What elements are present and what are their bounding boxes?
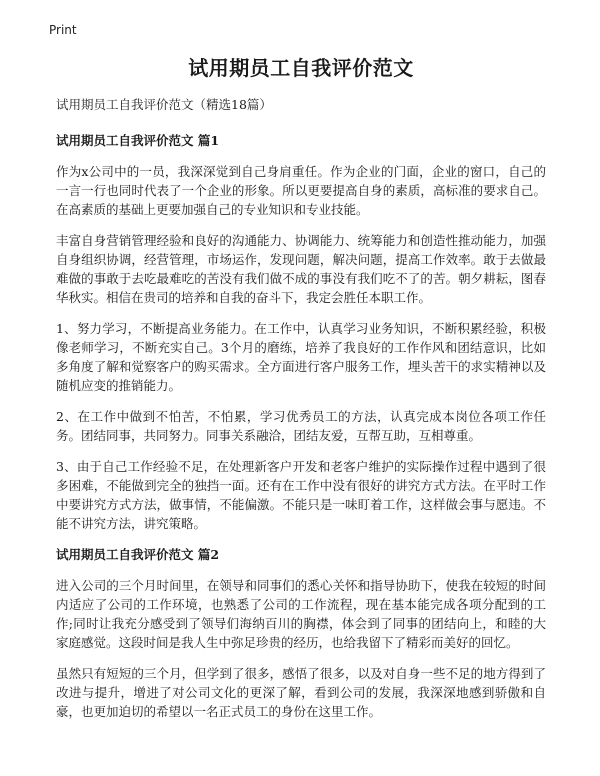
paragraph: 虽然只有短短的三个月，但学到了很多，感悟了很多，以及对自身一些不足的地方得到了改进与提升，增进了对公司文化的更深了解，看到公司的发展，我深深地感到骄傲和自豪，也更加迫切的希望以一名正式员工的身份在这里工作。	[56, 666, 546, 719]
paragraph: 进入公司的三个月时间里，在领导和同事们的悉心关怀和指导协助下，使我在较短的时间内适应了公司的工作环境，也熟悉了公司的工作流程，现在基本能完成各项分配到的工作;同时让我充分感受到了领导们海纳百川的胸襟，体会到了同事的团结向上，和睦的大家庭感觉。这段时间是我人生中弥足珍贵的经历，也给我留下了精彩而美好的回忆。	[56, 578, 546, 650]
paragraph: 1、努力学习，不断提高业务能力。在工作中，认真学习业务知识，不断积累经验，积极像老师学习，不断充实自己。3个月的磨练，培养了我良好的工作作风和团结意识，比如多角度了解和觉察客户的购买需求。全方面进行客户服务工作，埋头苦干的求实精神以及随机应变的推销能力。	[56, 321, 546, 393]
document-title: 试用期员工自我评价范文	[188, 56, 414, 80]
section-heading: 试用期员工自我评价范文 篇1	[56, 133, 220, 148]
document-subtitle: 试用期员工自我评价范文（精选18篇）	[56, 97, 272, 112]
print-link[interactable]: Print	[49, 23, 77, 37]
paragraph: 3、由于自己工作经验不足，在处理新客户开发和老客户维护的实际操作过程中遇到了很多困难，不能做到完全的独挡一面。还有在工作中没有很好的讲究方式方法。在平时工作中要讲究方式方法，做事情，不能偏激。不能只是一味盯着工作，这样做会事与愿违。不能不讲究方法，讲究策略。	[56, 459, 546, 531]
section-2	[56, 545, 546, 721]
paragraph: 2、在工作中做到不怕苦，不怕累，学习优秀员工的方法，认真完成本岗位各项工作任务。团结同事，共同努力。同事关系融洽，团结友爱，互帮互助，互相尊重。	[56, 409, 546, 443]
section-1	[56, 131, 546, 533]
paragraph: 作为x公司中的一员，我深深觉到自己身肩重任。作为企业的门面，企业的窗口，自己的一言一行也同时代表了一个企业的形象。所以更要提高自身的素质，高标准的要求自己。在高素质的基础上更要加强自己的专业知识和专业技能。	[56, 164, 546, 217]
paragraph: 丰富自身营销管理经验和良好的沟通能力、协调能力、统筹能力和创造性推动能力，加强自身组织协调，经营管理，市场运作，发现问题，解决问题，提高工作效率。敢于去做最难做的事敢于去吃最难吃的苦没有我们做不成的事没有我们吃不了的苦。朝夕耕耘，图春华秋实。相信在贵司的培养和自我的奋斗下，我定会胜任本职工作。	[56, 233, 546, 305]
section-heading: 试用期员工自我评价范文 篇2	[56, 547, 220, 562]
document	[56, 52, 546, 733]
